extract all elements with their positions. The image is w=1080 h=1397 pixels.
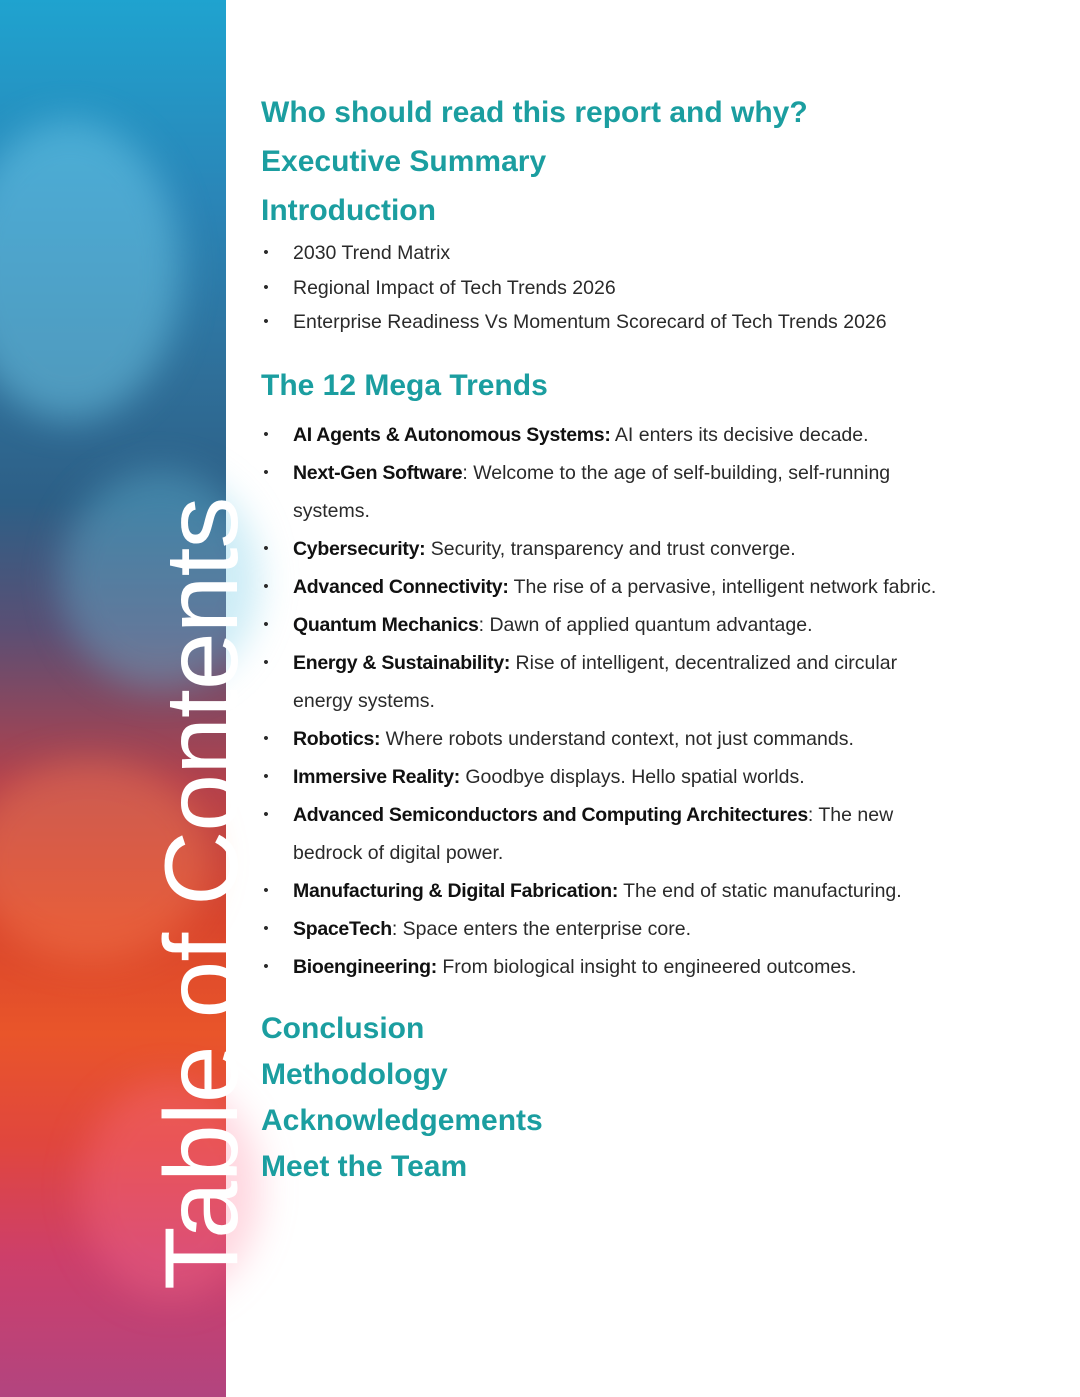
list-item[interactable]: • Enterprise Readiness Vs Momentum Scorecard of Tech Trends 2026 [261, 305, 1041, 340]
toc-entry-methodology[interactable]: Methodology [261, 1057, 448, 1091]
trend-description: : Space enters the enterprise core. [391, 917, 691, 940]
trend-description: Where robots understand context, not just commands. [380, 727, 854, 750]
trend-name: Immersive Reality: [293, 765, 460, 788]
toc-entry-who-should-read[interactable]: Who should read this report and why? [261, 96, 808, 129]
trend-item[interactable] [261, 416, 958, 454]
trend-name: Energy & Sustainability: [293, 651, 511, 674]
sidebar-gradient-panel [0, 0, 260, 1397]
trend-description: From biological insight to engineered outcomes. [436, 955, 857, 978]
trend-description: Security, transparency and trust converge. [425, 537, 796, 560]
trend-name: AI Agents & Autonomous Systems: [293, 423, 611, 446]
trend-item[interactable] [261, 530, 958, 568]
bullet-icon: • [263, 539, 269, 557]
toc-entry-introduction[interactable]: Introduction [261, 194, 436, 227]
trend-item[interactable] [261, 568, 958, 606]
trend-name: SpaceTech [293, 917, 392, 940]
trend-description: : Dawn of applied quantum advantage. [478, 613, 813, 636]
trend-item[interactable] [261, 606, 958, 644]
trend-description: : The new bedrock of digital power. [293, 803, 894, 864]
trend-name: Bioengineering: [293, 955, 437, 978]
bullet-icon: • [263, 653, 269, 671]
bullet-icon: • [263, 805, 269, 823]
trend-item[interactable] [261, 948, 958, 986]
bullet-icon: • [263, 577, 269, 595]
list-item[interactable]: • Regional Impact of Tech Trends 2026 [261, 271, 1041, 306]
toc-entry-acknowledgements[interactable]: Acknowledgements [261, 1103, 543, 1137]
bullet-icon: • [263, 463, 269, 481]
bullet-icon: • [263, 881, 269, 899]
introduction-sublist [261, 236, 1041, 340]
trend-name: Advanced Connectivity: [293, 575, 509, 598]
trend-description: AI enters its decisive decade. [610, 423, 869, 446]
mega-trends-list [261, 416, 1041, 986]
page-title: Table of Contents [144, 497, 260, 1290]
trend-name: Manufacturing & Digital Fabrication: [293, 879, 619, 902]
trend-item[interactable] [261, 758, 958, 796]
toc-entry-conclusion[interactable]: Conclusion [261, 1011, 425, 1045]
bullet-icon: • [263, 957, 269, 975]
trend-item[interactable] [261, 910, 958, 948]
table-of-contents [261, 88, 1041, 1190]
trend-description: The end of static manufacturing. [618, 879, 902, 902]
trend-name: Robotics: [293, 727, 381, 750]
trend-description: : Welcome to the age of self-building, self-running systems. [293, 461, 891, 522]
trend-description: Goodbye displays. Hello spatial worlds. [459, 765, 805, 788]
bullet-icon: • [263, 278, 269, 296]
trend-name: Next-Gen Software [293, 461, 463, 484]
toc-entry-meet-the-team[interactable]: Meet the Team [261, 1149, 468, 1183]
bullet-icon: • [263, 425, 269, 443]
trend-item[interactable] [261, 796, 958, 872]
bullet-icon: • [263, 729, 269, 747]
bullet-icon: • [263, 919, 269, 937]
trend-name: Quantum Mechanics [293, 613, 479, 636]
trend-description: Rise of intelligent, decentralized and circular energy systems. [293, 651, 898, 712]
trend-item[interactable] [261, 720, 958, 758]
list-item[interactable]: • 2030 Trend Matrix [261, 236, 1041, 271]
trend-name: Cybersecurity: [293, 537, 426, 560]
toc-entry-mega-trends[interactable]: The 12 Mega Trends [261, 368, 548, 402]
bullet-icon: • [263, 244, 269, 261]
bullet-icon: • [263, 615, 269, 633]
trend-item[interactable] [261, 454, 958, 530]
toc-entry-executive-summary[interactable]: Executive Summary [261, 145, 547, 178]
trend-description: The rise of a pervasive, intelligent network fabric. [508, 575, 937, 598]
smoke-decoration [0, 120, 180, 420]
trend-name: Advanced Semiconductors and Computing Architectures [293, 803, 808, 826]
bullet-icon: • [263, 767, 269, 785]
trend-item[interactable] [261, 644, 958, 720]
bullet-icon: • [263, 313, 269, 330]
trend-item[interactable] [261, 872, 958, 910]
